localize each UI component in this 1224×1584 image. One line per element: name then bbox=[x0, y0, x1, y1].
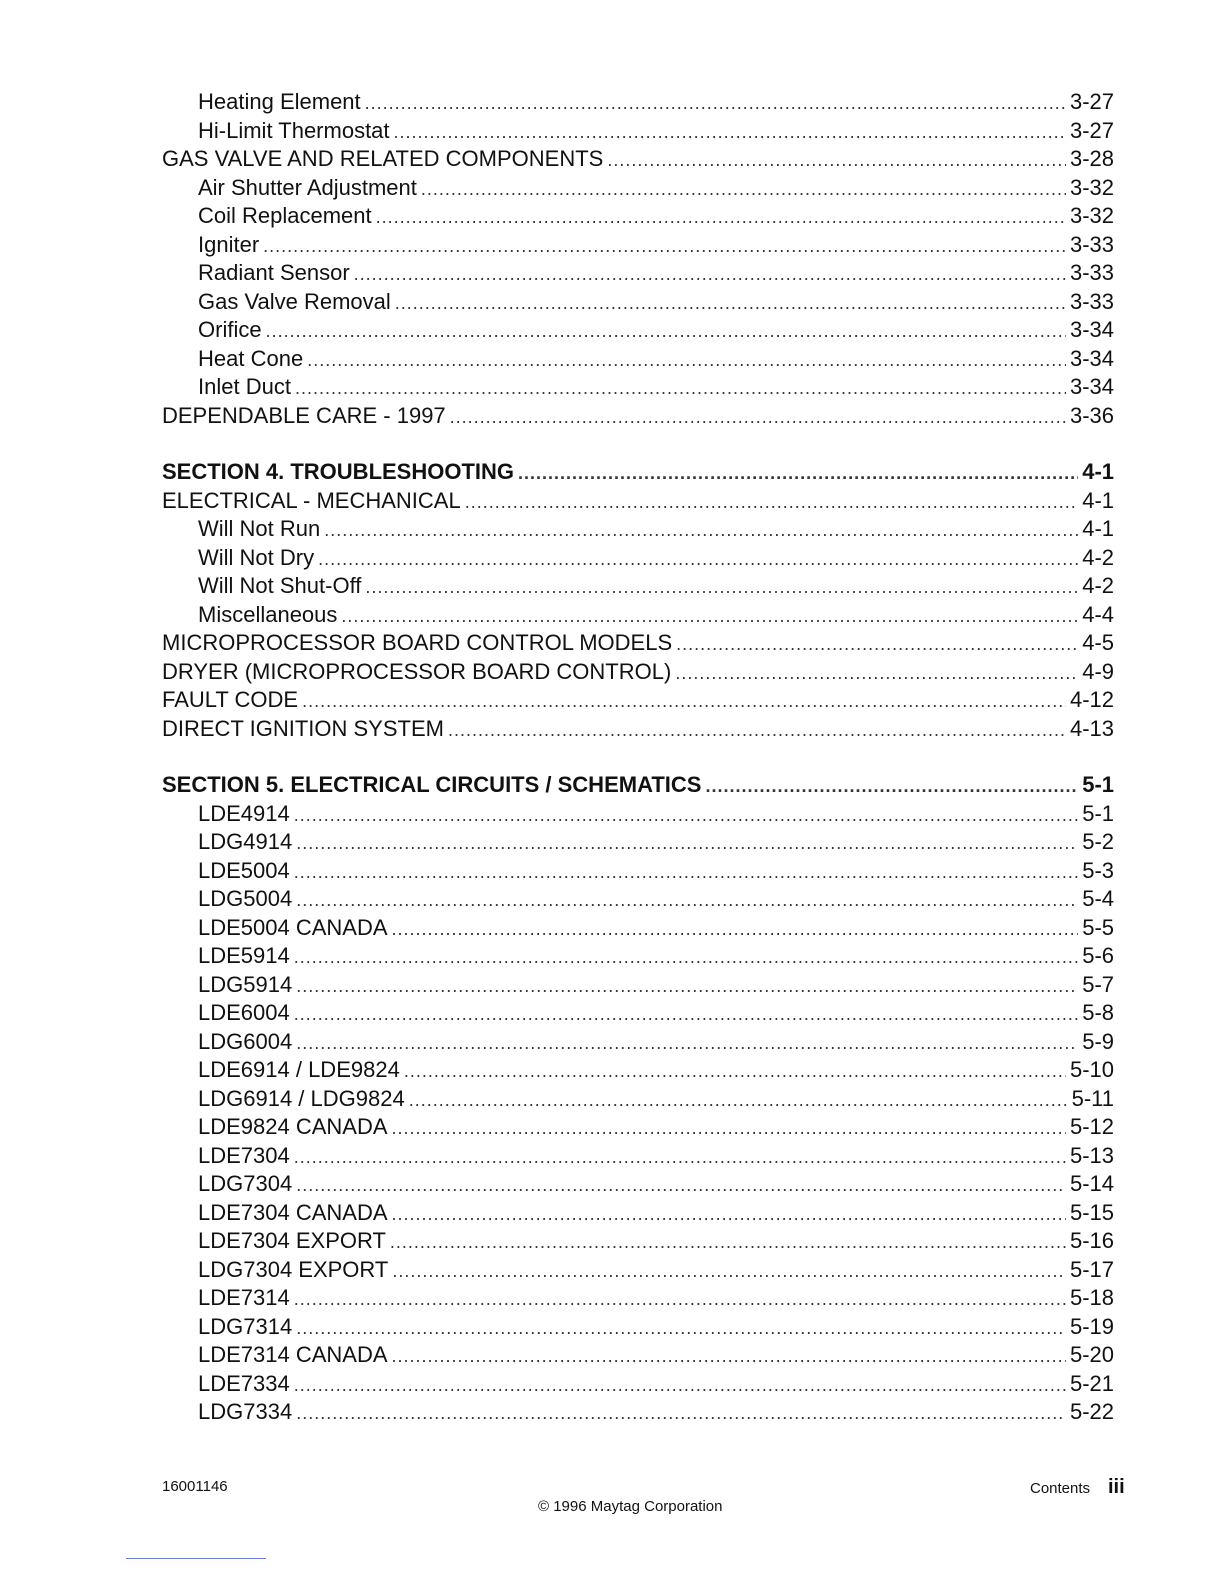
toc-entry bbox=[162, 402, 1114, 431]
toc-entry bbox=[162, 1370, 1114, 1399]
toc-entry-label: LDE5004 bbox=[198, 857, 290, 883]
toc-entry bbox=[162, 1113, 1114, 1142]
toc-entry-page: 5-7 bbox=[1082, 971, 1114, 997]
toc-dot-leader bbox=[294, 943, 1078, 972]
toc-dot-leader bbox=[324, 516, 1078, 545]
toc-dot-leader bbox=[409, 1086, 1068, 1115]
toc-entry bbox=[162, 1056, 1114, 1085]
table-of-contents bbox=[162, 88, 1114, 1427]
toc-entry-label: Gas Valve Removal bbox=[198, 288, 391, 314]
toc-entry bbox=[162, 942, 1114, 971]
toc-entry bbox=[162, 1199, 1114, 1228]
toc-entry-label: Orifice bbox=[198, 317, 262, 342]
toc-entry bbox=[162, 515, 1114, 544]
toc-entry-page: 4-2 bbox=[1082, 573, 1114, 598]
toc-entry bbox=[162, 145, 1114, 174]
toc-entry-page: 5-11 bbox=[1071, 1085, 1114, 1111]
toc-entry-label: LDE4914 bbox=[198, 800, 290, 826]
toc-entry-page: 5-22 bbox=[1069, 1399, 1114, 1424]
toc-dot-leader bbox=[676, 630, 1078, 659]
toc-entry-label: LDG7304 EXPORT bbox=[198, 1256, 389, 1282]
toc-entry-page: 5-14 bbox=[1069, 1171, 1114, 1196]
toc-dot-leader bbox=[392, 1200, 1066, 1229]
toc-entry-label: DEPENDABLE CARE - 1997 bbox=[162, 402, 446, 428]
toc-entry bbox=[162, 1398, 1114, 1427]
toc-entry-label: LDE7314 bbox=[198, 1285, 290, 1310]
toc-dot-leader bbox=[295, 374, 1066, 403]
toc-entry-page: 3-28 bbox=[1069, 146, 1114, 171]
toc-entry bbox=[162, 544, 1114, 573]
toc-entry-label: LDG5004 bbox=[198, 886, 293, 911]
toc-entry-page: 3-36 bbox=[1069, 402, 1114, 428]
toc-dot-leader bbox=[263, 232, 1066, 261]
toc-entry bbox=[162, 316, 1114, 345]
toc-entry-page: 5-5 bbox=[1082, 914, 1114, 940]
toc-entry-page: 3-33 bbox=[1069, 288, 1114, 314]
toc-entry-page: 5-3 bbox=[1082, 857, 1114, 883]
toc-entry-page: 4-12 bbox=[1069, 687, 1114, 712]
toc-entry bbox=[162, 1085, 1114, 1114]
toc-entry-page: 4-2 bbox=[1082, 544, 1114, 570]
toc-entry-label: DIRECT IGNITION SYSTEM bbox=[162, 715, 444, 741]
toc-entry-page: 4-5 bbox=[1082, 630, 1114, 655]
toc-entry bbox=[162, 999, 1114, 1028]
toc-entry bbox=[162, 1028, 1114, 1057]
toc-dot-leader bbox=[294, 801, 1078, 830]
toc-entry-page: 5-20 bbox=[1069, 1342, 1114, 1367]
toc-entry-page: 4-13 bbox=[1069, 715, 1114, 741]
toc-entry-label: MICROPROCESSOR BOARD CONTROL MODELS bbox=[162, 630, 673, 655]
toc-dot-leader bbox=[705, 772, 1078, 801]
toc-entry-page: 3-27 bbox=[1069, 117, 1114, 143]
toc-entry-label: Radiant Sensor bbox=[198, 260, 350, 285]
toc-entry-page: 3-34 bbox=[1069, 345, 1114, 371]
toc-entry-page: 3-34 bbox=[1069, 374, 1114, 399]
toc-entry-page: 5-4 bbox=[1082, 886, 1114, 911]
toc-entry bbox=[162, 202, 1114, 231]
toc-entry-label: Air Shutter Adjustment bbox=[198, 174, 417, 200]
toc-entry-label: LDE7304 CANADA bbox=[198, 1199, 388, 1225]
toc-entry-page: 5-9 bbox=[1082, 1028, 1114, 1054]
toc-dot-leader bbox=[296, 1399, 1066, 1428]
toc-dot-leader bbox=[296, 1171, 1066, 1200]
toc-dot-leader bbox=[392, 1342, 1066, 1371]
toc-entry-label: DRYER (MICROPROCESSOR BOARD CONTROL) bbox=[162, 658, 672, 684]
toc-entry-label: GAS VALVE AND RELATED COMPONENTS bbox=[162, 146, 604, 171]
toc-entry bbox=[162, 715, 1114, 744]
toc-entry bbox=[162, 1227, 1114, 1256]
toc-entry-page: 4-4 bbox=[1082, 601, 1114, 627]
toc-entry-label: Coil Replacement bbox=[198, 203, 372, 228]
toc-entry-page: 3-34 bbox=[1069, 317, 1114, 342]
toc-entry-page: 5-1 bbox=[1082, 772, 1114, 797]
toc-entry-page: 5-21 bbox=[1069, 1370, 1114, 1396]
copyright-notice: © 1996 Maytag Corporation bbox=[538, 1498, 723, 1515]
toc-dot-leader bbox=[296, 1314, 1066, 1343]
toc-entry bbox=[162, 1284, 1114, 1313]
toc-entry-label: LDG7304 bbox=[198, 1171, 293, 1196]
toc-entry-page: 5-18 bbox=[1069, 1285, 1114, 1310]
toc-entry bbox=[162, 231, 1114, 260]
toc-entry-page: 5-15 bbox=[1069, 1199, 1114, 1225]
toc-entry bbox=[162, 259, 1114, 288]
toc-entry-page: 4-9 bbox=[1082, 658, 1114, 684]
toc-entry-page: 5-8 bbox=[1082, 1000, 1114, 1025]
toc-dot-leader bbox=[365, 89, 1066, 118]
toc-entry bbox=[162, 686, 1114, 715]
toc-entry-label: Heat Cone bbox=[198, 345, 304, 371]
toc-dot-leader bbox=[294, 1371, 1066, 1400]
toc-entry-label: LDG5914 bbox=[198, 971, 293, 997]
toc-entry-label: LDG4914 bbox=[198, 829, 293, 854]
toc-entry-page: 5-1 bbox=[1082, 800, 1114, 826]
toc-dot-leader bbox=[266, 317, 1066, 346]
scan-artifact-line bbox=[126, 1558, 266, 1559]
toc-dot-leader bbox=[294, 1143, 1066, 1172]
toc-dot-leader bbox=[318, 545, 1078, 574]
toc-entry-label: LDE5914 bbox=[198, 943, 290, 968]
toc-entry-page: 3-32 bbox=[1069, 174, 1114, 200]
toc-entry-label: LDG7334 bbox=[198, 1399, 293, 1424]
toc-dot-leader bbox=[296, 829, 1078, 858]
toc-dot-leader bbox=[394, 118, 1066, 147]
toc-entry-page: 3-32 bbox=[1069, 203, 1114, 228]
toc-entry bbox=[162, 117, 1114, 146]
toc-dot-leader bbox=[404, 1057, 1066, 1086]
toc-entry-page: 5-12 bbox=[1069, 1114, 1114, 1139]
toc-entry-page: 3-27 bbox=[1069, 89, 1114, 114]
toc-entry bbox=[162, 288, 1114, 317]
toc-entry-label: LDE7304 bbox=[198, 1142, 290, 1168]
toc-entry-label: LDG6004 bbox=[198, 1028, 293, 1054]
toc-dot-leader bbox=[421, 175, 1066, 204]
toc-dot-leader bbox=[296, 886, 1078, 915]
toc-entry bbox=[162, 572, 1114, 601]
toc-entry-page: 5-6 bbox=[1082, 943, 1114, 968]
toc-entry-label: Will Not Run bbox=[198, 516, 321, 541]
toc-entry bbox=[162, 1341, 1114, 1370]
toc-entry bbox=[162, 487, 1114, 516]
toc-entry bbox=[162, 971, 1114, 1000]
toc-entry-label: LDE7334 bbox=[198, 1370, 290, 1396]
toc-entry-label: LDG6914 / LDG9824 bbox=[198, 1085, 405, 1111]
toc-dot-leader bbox=[607, 146, 1066, 175]
toc-entry bbox=[162, 857, 1114, 886]
toc-dot-leader bbox=[448, 716, 1066, 745]
toc-entry-page: 5-13 bbox=[1069, 1142, 1114, 1168]
page-number: iii bbox=[1108, 1476, 1125, 1498]
toc-entry-page: 4-1 bbox=[1082, 459, 1114, 484]
toc-entry bbox=[162, 828, 1114, 857]
toc-entry bbox=[162, 885, 1114, 914]
toc-entry bbox=[162, 629, 1114, 658]
toc-dot-leader bbox=[354, 260, 1066, 289]
toc-entry-label: LDE7314 CANADA bbox=[198, 1342, 388, 1367]
toc-entry-label: Hi-Limit Thermostat bbox=[198, 117, 390, 143]
toc-entry bbox=[162, 800, 1114, 829]
toc-entry-label: SECTION 5. ELECTRICAL CIRCUITS / SCHEMATICS bbox=[162, 772, 702, 797]
toc-entry-page: 3-33 bbox=[1069, 260, 1114, 285]
toc-entry-label: LDE6914 / LDE9824 bbox=[198, 1057, 400, 1082]
toc-entry-page: 4-1 bbox=[1082, 487, 1114, 513]
toc-dot-leader bbox=[294, 1285, 1066, 1314]
toc-dot-leader bbox=[302, 687, 1066, 716]
toc-dot-leader bbox=[294, 1000, 1078, 1029]
toc-dot-leader bbox=[296, 972, 1078, 1001]
toc-entry-page: 4-1 bbox=[1082, 516, 1114, 541]
toc-entry bbox=[162, 1313, 1114, 1342]
toc-dot-leader bbox=[296, 1029, 1078, 1058]
toc-entry-label: LDE9824 CANADA bbox=[198, 1114, 388, 1139]
toc-dot-leader bbox=[450, 403, 1066, 432]
toc-dot-leader bbox=[392, 1257, 1066, 1286]
toc-dot-leader bbox=[376, 203, 1066, 232]
toc-entry-page: 3-33 bbox=[1069, 231, 1114, 257]
toc-entry-label: SECTION 4. TROUBLESHOOTING bbox=[162, 459, 515, 484]
toc-entry-label: Igniter bbox=[198, 231, 260, 257]
toc-entry-label: Will Not Dry bbox=[198, 544, 315, 570]
toc-entry-label: Inlet Duct bbox=[198, 374, 291, 399]
toc-entry-label: Will Not Shut-Off bbox=[198, 573, 362, 598]
toc-dot-leader bbox=[392, 1114, 1066, 1143]
toc-entry-label: FAULT CODE bbox=[162, 687, 299, 712]
toc-entry bbox=[162, 345, 1114, 374]
toc-entry-label: Miscellaneous bbox=[198, 601, 338, 627]
toc-entry-page: 5-17 bbox=[1069, 1256, 1114, 1282]
toc-entry-page: 5-19 bbox=[1069, 1313, 1114, 1339]
toc-entry bbox=[162, 174, 1114, 203]
toc-dot-leader bbox=[395, 289, 1066, 318]
toc-entry bbox=[162, 1256, 1114, 1285]
toc-entry-label: LDE5004 CANADA bbox=[198, 914, 388, 940]
toc-dot-leader bbox=[390, 1228, 1066, 1257]
toc-entry-label: LDE7304 EXPORT bbox=[198, 1228, 386, 1253]
footer-contents-label: Contents bbox=[1030, 1480, 1091, 1497]
toc-section-heading bbox=[162, 771, 1114, 800]
toc-entry-page: 5-2 bbox=[1082, 829, 1114, 854]
toc-entry bbox=[162, 601, 1114, 630]
toc-entry bbox=[162, 914, 1114, 943]
toc-dot-leader bbox=[341, 602, 1078, 631]
toc-entry-label: LDG7314 bbox=[198, 1313, 293, 1339]
toc-dot-leader bbox=[518, 459, 1078, 488]
toc-entry bbox=[162, 1142, 1114, 1171]
toc-entry-label: LDE6004 bbox=[198, 1000, 290, 1025]
document-number: 16001146 bbox=[162, 1478, 228, 1495]
toc-dot-leader bbox=[675, 659, 1078, 688]
toc-entry-page: 5-10 bbox=[1069, 1057, 1114, 1082]
toc-entry bbox=[162, 658, 1114, 687]
toc-entry bbox=[162, 1170, 1114, 1199]
toc-dot-leader bbox=[365, 573, 1078, 602]
toc-dot-leader bbox=[307, 346, 1066, 375]
toc-entry-page: 5-16 bbox=[1069, 1228, 1114, 1253]
toc-entry bbox=[162, 88, 1114, 117]
toc-entry bbox=[162, 373, 1114, 402]
toc-dot-leader bbox=[392, 915, 1079, 944]
toc-entry-label: ELECTRICAL - MECHANICAL bbox=[162, 487, 461, 513]
toc-entry-label: Heating Element bbox=[198, 89, 361, 114]
toc-dot-leader bbox=[294, 858, 1078, 887]
toc-dot-leader bbox=[465, 488, 1079, 517]
toc-section-heading bbox=[162, 458, 1114, 487]
